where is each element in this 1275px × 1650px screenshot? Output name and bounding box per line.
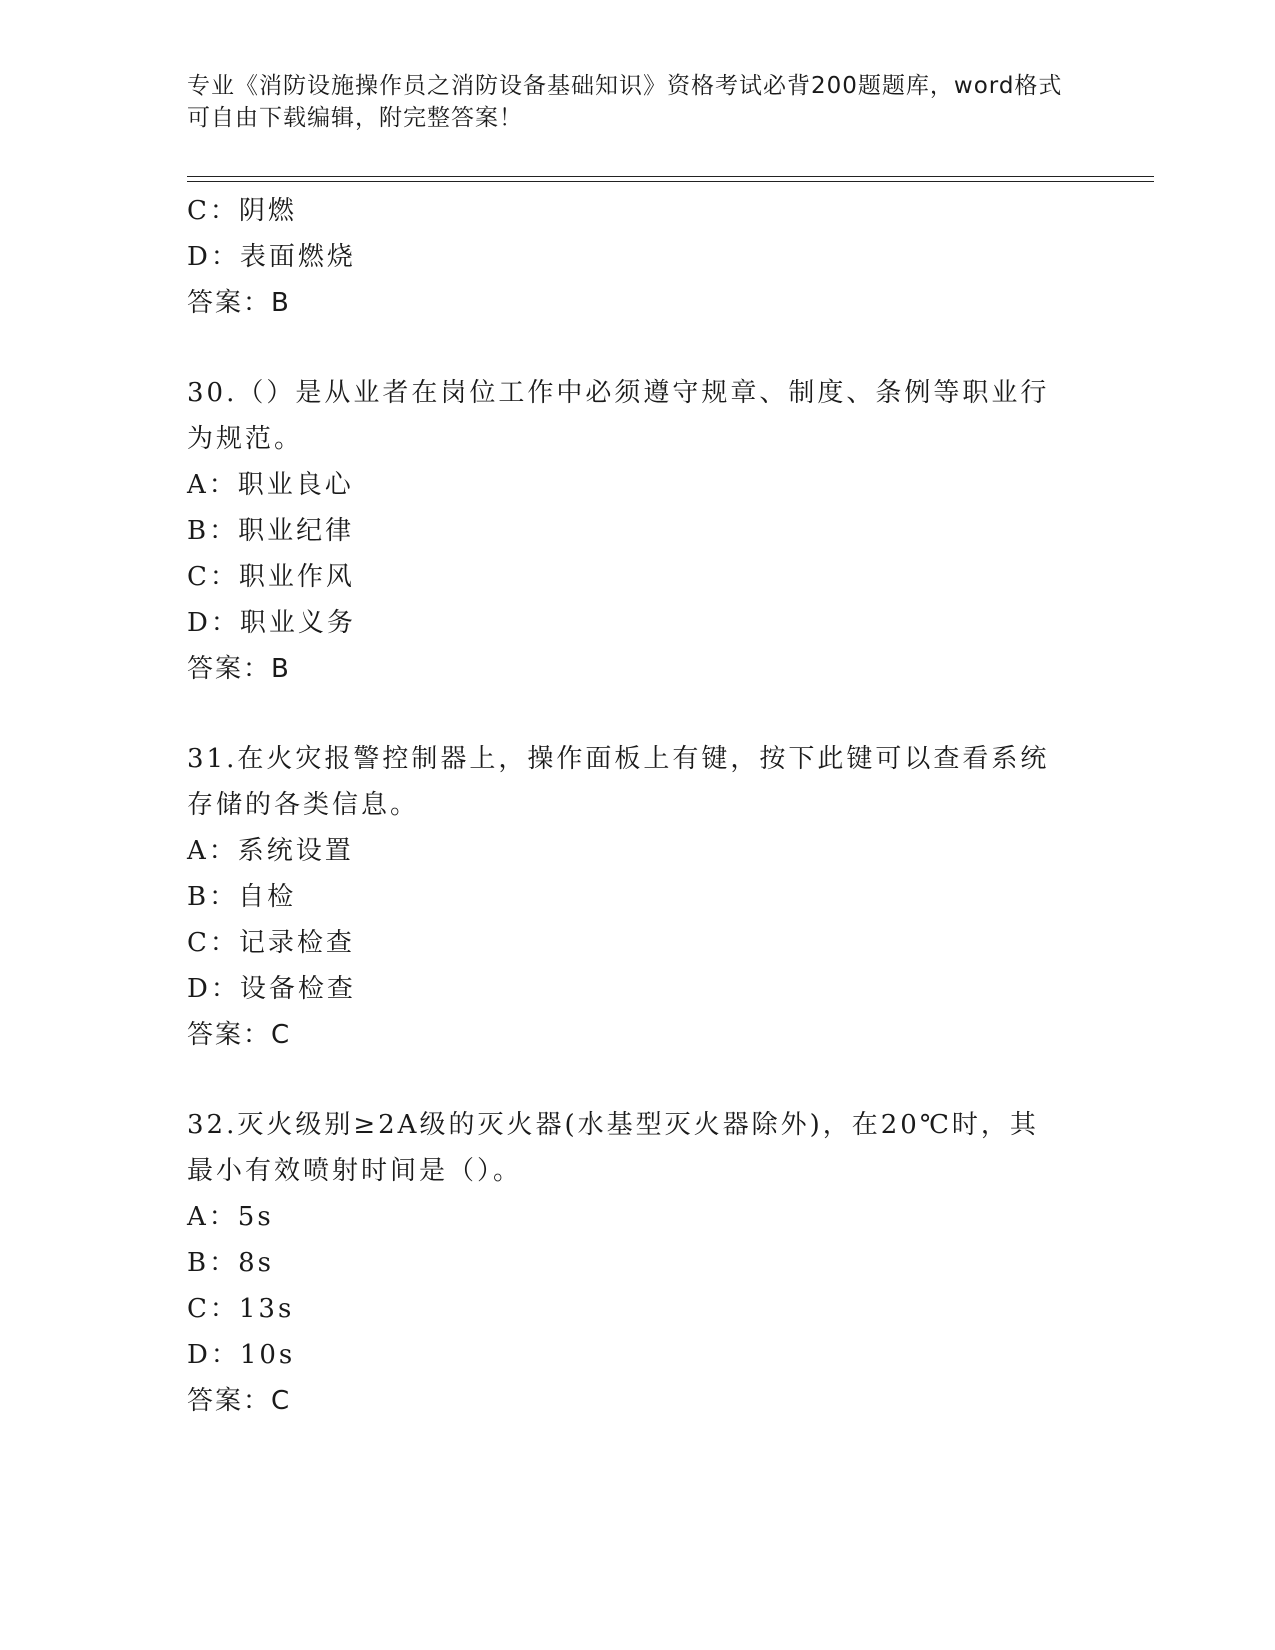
option-c: C：13s (187, 1294, 295, 1324)
document-header: 专业《消防设施操作员之消防设备基础知识》资格考试必背200题题库，word格式可自由下载编辑，附完整答案！ (187, 73, 1063, 131)
answer-line: 答案：B (187, 288, 291, 318)
header-divider-top (187, 176, 1154, 177)
option-d: D：表面燃烧 (187, 242, 356, 272)
option-c: C：记录检查 (187, 928, 355, 958)
question-31 (187, 736, 1087, 1058)
spacer (187, 1058, 1087, 1102)
question-stem: 31.在火灾报警控制器上，操作面板上有键，按下此键可以查看系统存储的各类信息。 (187, 744, 1050, 820)
answer-line: 答案：C (187, 1386, 292, 1416)
option-c: C：职业作风 (187, 562, 355, 592)
spacer (187, 692, 1087, 736)
question-stem: 30.（）是从业者在岗位工作中必须遵守规章、制度、条例等职业行为规范。 (187, 378, 1050, 454)
option-b: B：职业纪律 (187, 516, 355, 546)
header-divider-bottom (187, 181, 1154, 182)
question-29-continued (187, 188, 1087, 326)
option-b: B：自检 (187, 882, 297, 912)
answer-line: 答案：B (187, 654, 291, 684)
option-d: D：设备检查 (187, 974, 356, 1004)
option-d: D：职业义务 (187, 608, 356, 638)
option-c: C：阴燃 (187, 196, 297, 226)
option-a: A：系统设置 (187, 836, 354, 866)
spacer (187, 326, 1087, 370)
option-b: B：8s (187, 1248, 274, 1278)
option-a: A：5s (187, 1202, 274, 1232)
option-a: A：职业良心 (187, 470, 354, 500)
question-32 (187, 1102, 1087, 1424)
question-stem: 32.灭火级别≥2A级的灭火器(水基型灭火器除外)，在20℃时，其最小有效喷射时间是（）。 (187, 1110, 1039, 1186)
answer-line: 答案：C (187, 1020, 292, 1050)
option-d: D：10s (187, 1340, 296, 1370)
question-30 (187, 370, 1087, 692)
question-list (187, 188, 1087, 1424)
